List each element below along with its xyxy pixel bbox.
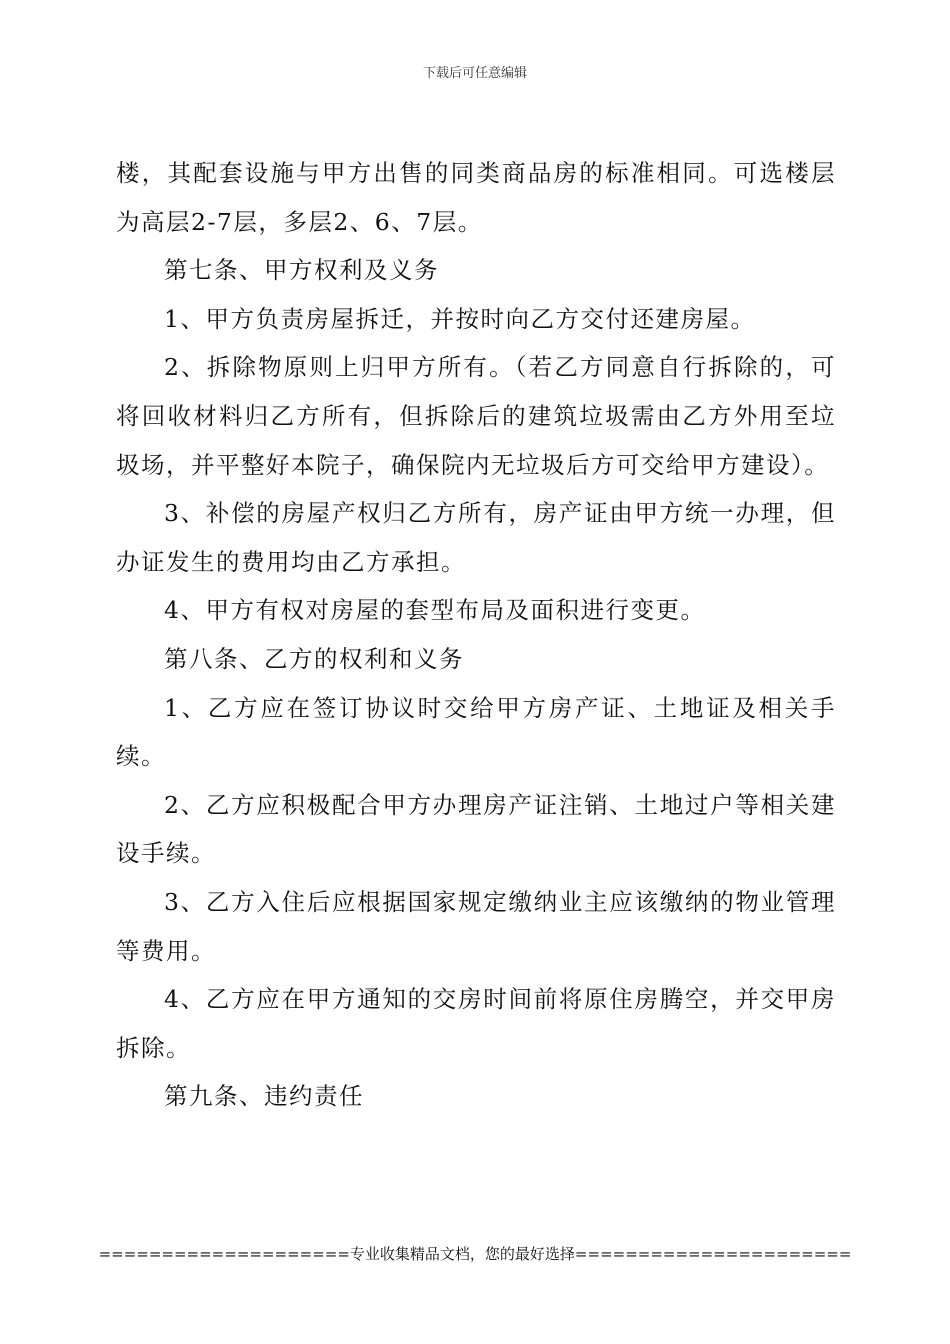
article-8-item-1: 1、乙方应在签订协议时交给甲方房产证、土地证及相关手续。 <box>116 693 836 771</box>
article-8-item-2: 2、乙方应积极配合甲方办理房产证注销、土地过户等相关建设手续。 <box>116 790 836 868</box>
article-7-item-1: 1、甲方负责房屋拆迁，并按时向乙方交付还建房屋。 <box>164 304 756 333</box>
paragraph-continuation: 楼，其配套设施与甲方出售的同类商品房的标准相同。可选楼层为高层2-7层，多层2、6、7层。 <box>116 159 836 236</box>
article-7-item-2: 2、拆除物原则上归甲方所有。（若乙方同意自行拆除的，可将回收材料归乙方所有，但拆除后的建筑垃圾需由乙方外用至垃圾场，并平整好本院子，确保院内无垃圾后方可交给甲方建设）。 <box>116 353 836 479</box>
article-9-heading: 第九条、违约责任 <box>164 1082 364 1111</box>
article-8-item-3: 3、乙方入住后应根据国家规定缴纳业主应该缴纳的物业管理等费用。 <box>116 887 836 965</box>
article-7-item-3: 3、补偿的房屋产权归乙方所有，房产证由甲方统一办理，但办证发生的费用均由乙方承担。 <box>116 499 836 576</box>
page-header: 下载后可任意编辑 <box>422 66 527 81</box>
article-8-item-4: 4、乙方应在甲方通知的交房时间前将原住房腾空，并交甲房拆除。 <box>116 985 836 1062</box>
article-8-heading: 第八条、乙方的权利和义务 <box>164 644 464 673</box>
page-footer: ====================专业收集精品文档，您的最好选择====================== <box>98 1245 852 1263</box>
article-7-heading: 第七条、甲方权利及义务 <box>164 256 439 285</box>
document-body <box>116 149 836 1121</box>
article-7-item-4: 4、甲方有权对房屋的套型布局及面积进行变更。 <box>164 596 706 625</box>
